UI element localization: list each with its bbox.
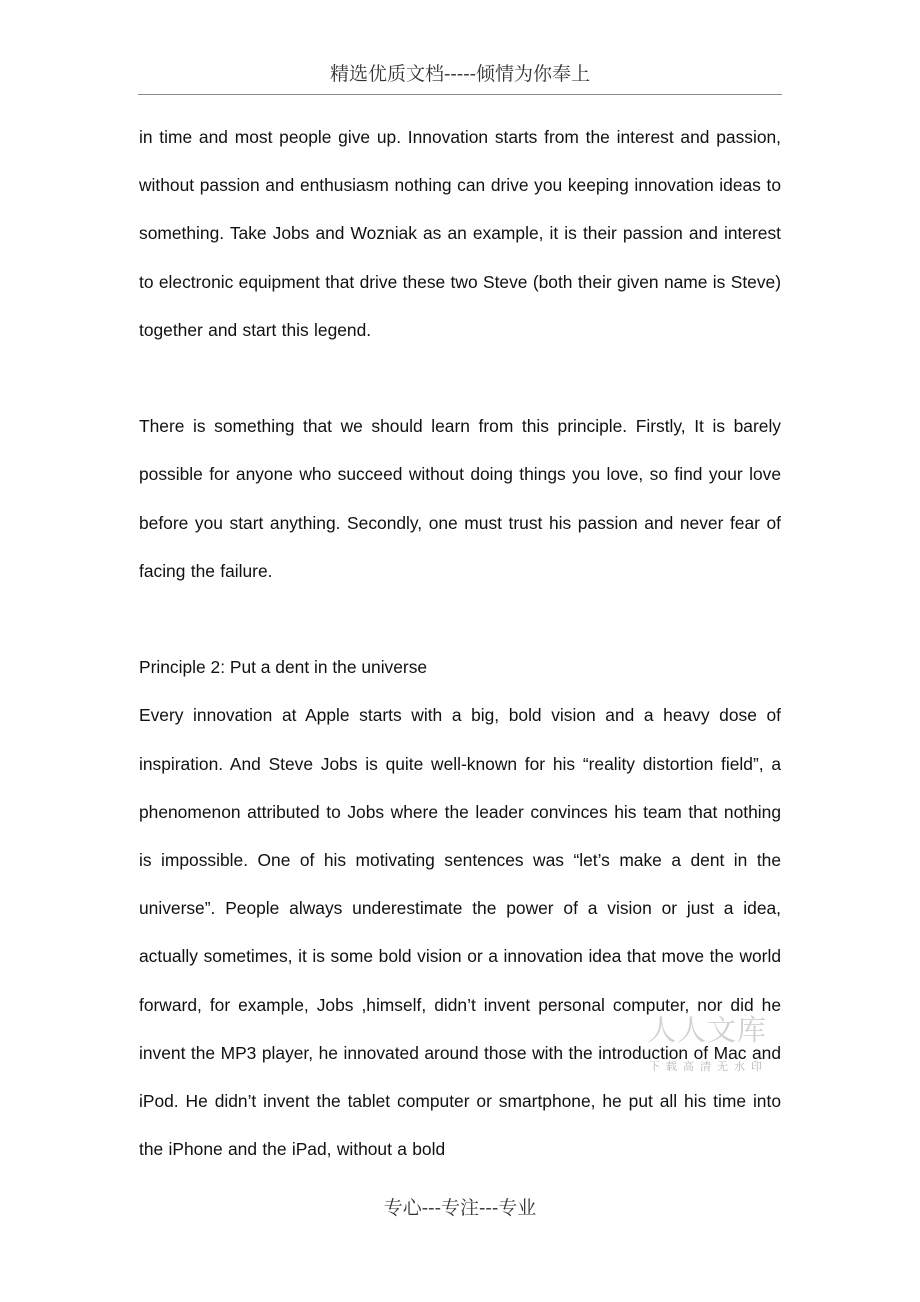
watermark-title: 人人文库: [647, 1013, 768, 1047]
watermark-subtitle: 下载高清无水印: [649, 1060, 768, 1073]
page-header: 精选优质文档-----倾情为你奉上: [329, 63, 591, 85]
paragraph-lesson: There is something that we should learn from this principle. Firstly, It is barely possible for anyone who succeed without doing things you love, so find your love before you start anything. Secondly, one must trust his passion and never fear of facing the failure.: [139, 416, 781, 581]
header-divider: [138, 94, 782, 95]
watermark-logo: [645, 1013, 775, 1079]
section-heading: Principle 2: Put a dent in the universe: [139, 657, 428, 678]
page-footer: 专心---专注---专业: [383, 1197, 537, 1219]
paragraph-passion: in time and most people give up. Innovation starts from the interest and passion, without passion and enthusiasm nothing can drive you keeping innovation ideas to something. Take Jobs and Wozniak as an example, it is their passion and interest to electronic equipment that drive these two Steve (both their given name is Steve) together and start this legend.: [139, 127, 781, 340]
paragraph-vision: Every innovation at Apple starts with a big, bold vision and a heavy dose of inspiration. And Steve Jobs is quite well-known for his “reality distortion field”, a phenomenon attributed to Jobs where the leader convinces his team that nothing is impossible. One of his motivating sentences was “let’s make a dent in the universe”. People always underestimate the power of a vision or just a idea, actually sometimes, it is some bold vision or a innovation idea that move the world forward, for example, Jobs ,himself, didn’t invent personal computer, nor did he invent the MP3 player, he innovated around those with the introduction of Mac and iPod. He didn’t invent the tablet computer or smartphone, he put all his time into the iPhone and the iPad, without a bold: [139, 705, 781, 1160]
